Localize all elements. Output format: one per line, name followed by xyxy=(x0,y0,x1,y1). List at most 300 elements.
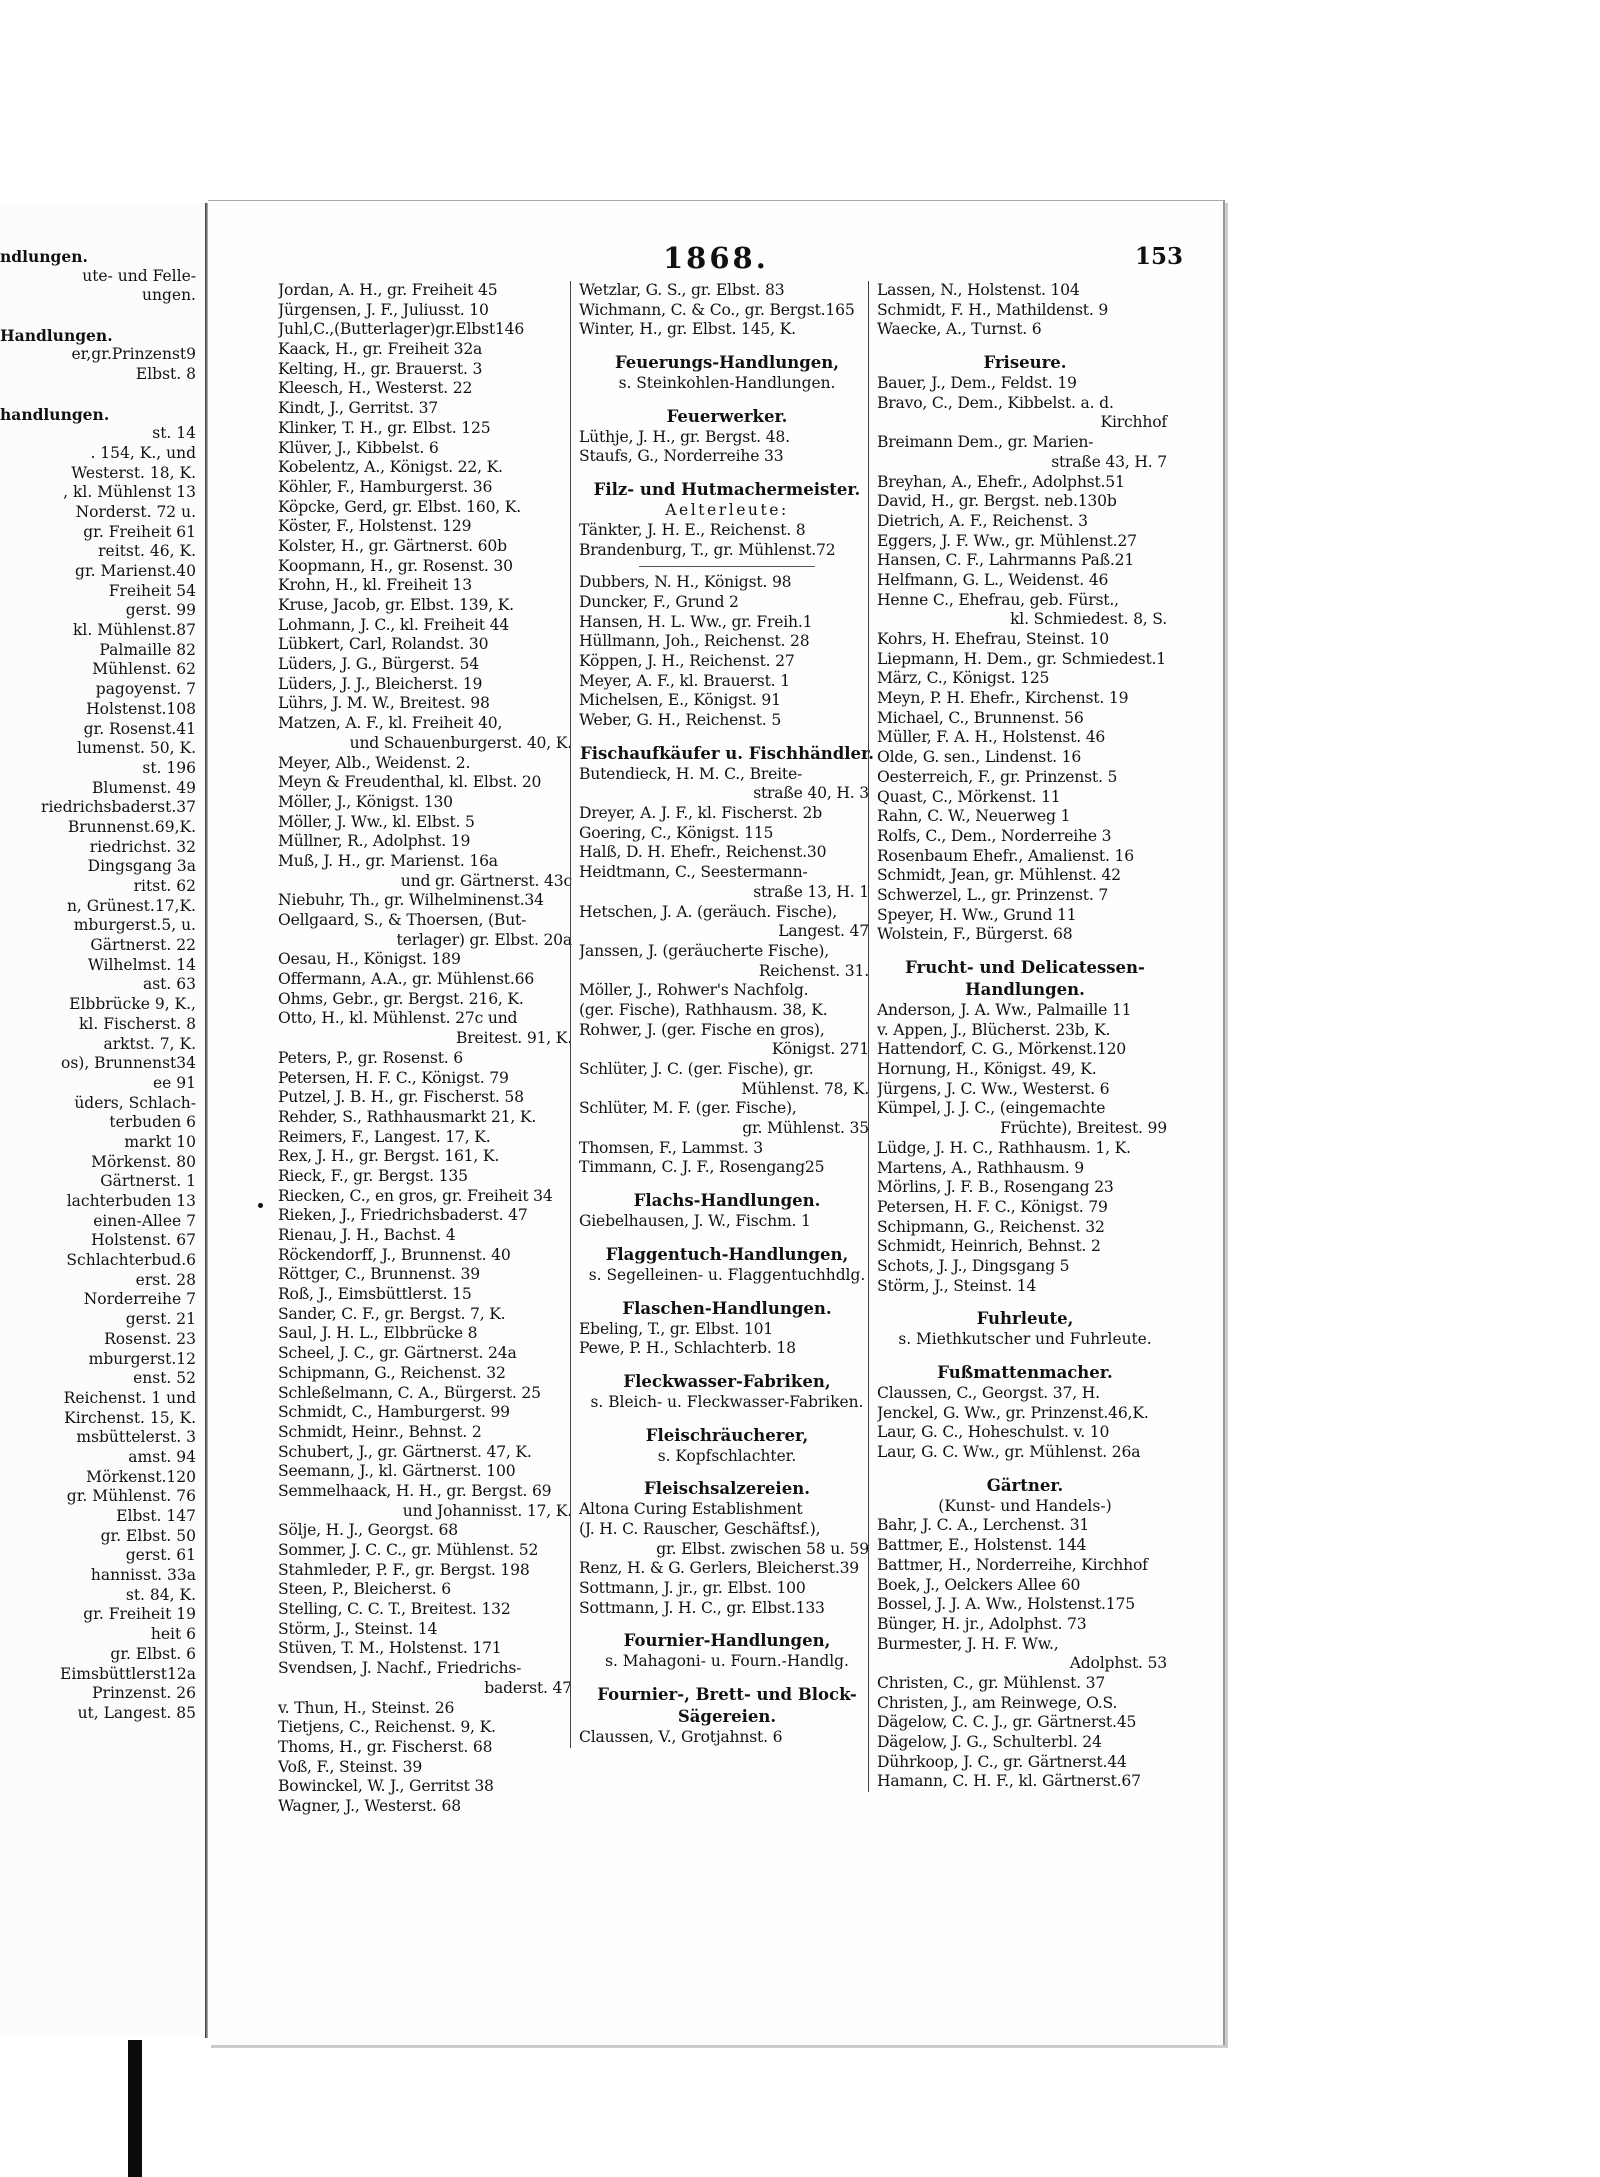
directory-entry: Stüven, T. M., Holstenst. 171 xyxy=(278,1639,502,1658)
directory-entry: Jürgensen, J. F., Juliusst. 10 xyxy=(278,300,489,319)
entry-fragment: gr. Elbst. 50 xyxy=(100,1526,196,1545)
directory-entry: Martens, A., Rathhausm. 9 xyxy=(877,1158,1085,1177)
entry-fragment: hannisst. 33a xyxy=(90,1566,196,1585)
directory-entry: Wetzlar, G. S., gr. Elbst. 83 xyxy=(579,281,785,299)
directory-entry: Dubbers, N. H., Königst. 98 xyxy=(579,573,792,592)
directory-entry: Battmer, E., Holstenst. 144 xyxy=(877,1536,1087,1555)
entry-fragment: Blumenst. 49 xyxy=(92,778,196,797)
directory-entry: Störm, J., Steinst. 14 xyxy=(877,1276,1037,1295)
entry-fragment: riedrichst. 32 xyxy=(89,837,196,856)
directory-entry: Schipmann, G., Reichenst. 32 xyxy=(278,1363,506,1382)
section-heading: Fournier-, Brett- und Block- xyxy=(597,1685,857,1705)
directory-entry: Schipmann, G., Reichenst. 32 xyxy=(877,1217,1105,1236)
directory-entry: Putzel, J. B. H., gr. Fischerst. 58 xyxy=(278,1088,524,1107)
directory-entry: Svendsen, J. Nachf., Friedrichs- xyxy=(278,1659,522,1678)
directory-entry: v. Appen, J., Blücherst. 23b, K. xyxy=(877,1020,1111,1039)
directory-entry: Lüthje, J. H., gr. Bergst. 48. xyxy=(579,427,790,446)
entry-continuation: Kirchhof xyxy=(1100,413,1167,432)
directory-entry: Schwerzel, L., gr. Prinzenst. 7 xyxy=(877,885,1109,904)
directory-entry: Möller, J. Ww., kl. Elbst. 5 xyxy=(278,812,475,831)
directory-entry: Jürgens, J. C. Ww., Westerst. 6 xyxy=(877,1079,1110,1098)
directory-entry: Dührkoop, J. C., gr. Gärtnerst.44 xyxy=(877,1752,1127,1771)
entry-continuation: straße 40, H. 3 xyxy=(753,784,869,803)
column-3 xyxy=(868,281,1173,1792)
entry-fragment: Holstenst. 67 xyxy=(91,1231,196,1250)
entry-fragment: Schlachterbud.6 xyxy=(66,1251,196,1270)
directory-entry: Schmidt, Jean, gr. Mühlenst. 42 xyxy=(877,866,1121,885)
directory-entry: Peters, P., gr. Rosenst. 6 xyxy=(278,1048,464,1067)
directory-entry: Breyhan, A., Ehefr., Adolphst.51 xyxy=(877,472,1125,491)
directory-entry: Claussen, V., Grotjahnst. 6 xyxy=(579,1728,783,1747)
cross-reference: s. Mahagoni- u. Fourn.-Handlg. xyxy=(605,1652,849,1671)
directory-entry: Steen, P., Bleicherst. 6 xyxy=(278,1580,451,1599)
directory-entry: Waecke, A., Turnst. 6 xyxy=(877,320,1042,339)
directory-entry: Schmidt, Heinr., Behnst. 2 xyxy=(278,1422,482,1441)
directory-entry: (J. H. C. Rauscher, Geschäftsf.), xyxy=(579,1519,821,1538)
entry-fragment: kl. Fischerst. 8 xyxy=(78,1014,196,1033)
cross-reference: s. Bleich- u. Fleckwasser-Fabriken. xyxy=(590,1392,864,1411)
directory-entry: Michael, C., Brunnenst. 56 xyxy=(877,708,1084,727)
column-1 xyxy=(278,281,578,1817)
directory-entry: Schlüter, M. F. (ger. Fische), xyxy=(579,1099,797,1118)
directory-entry: Michelsen, E., Königst. 91 xyxy=(579,691,781,710)
binding-strip xyxy=(128,2040,142,2177)
entry-fragment: lumenst. 50, K. xyxy=(77,739,196,758)
directory-entry: Lüders, J. G., Bürgerst. 54 xyxy=(278,655,479,674)
directory-entry: Rahn, C. W., Neuerweg 1 xyxy=(877,807,1071,826)
section-heading: Filz- und Hutmachermeister. xyxy=(593,480,861,500)
section-heading: Fleischräucherer, xyxy=(645,1425,809,1445)
entry-continuation: gr. Mühlenst. 35 xyxy=(742,1119,869,1138)
directory-entry: Sommer, J. C. C., gr. Mühlenst. 52 xyxy=(278,1541,539,1559)
directory-entry: Pewe, P. H., Schlachterb. 18 xyxy=(579,1339,796,1358)
entry-fragment: gr. Marienst.40 xyxy=(75,562,196,580)
directory-entry: Stelling, C. C. T., Breitest. 132 xyxy=(278,1600,511,1619)
directory-entry: Jenckel, G. Ww., gr. Prinzenst.46,K. xyxy=(877,1403,1149,1422)
directory-entry: Meyn & Freudenthal, kl. Elbst. 20 xyxy=(278,773,542,792)
directory-entry: Jordan, A. H., gr. Freiheit 45 xyxy=(278,281,498,299)
directory-entry: Winter, H., gr. Elbst. 145, K. xyxy=(579,320,796,339)
directory-entry: Staufs, G., Norderreihe 33 xyxy=(579,447,784,466)
directory-entry: Röckendorff, J., Brunnenst. 40 xyxy=(278,1245,511,1264)
entry-fragment: ee 91 xyxy=(153,1073,196,1092)
directory-entry: (ger. Fische), Rathhausm. 38, K. xyxy=(579,1000,828,1019)
directory-entry: Köster, F., Holstenst. 129 xyxy=(278,517,472,536)
section-heading: Fleischsalzereien. xyxy=(644,1479,810,1499)
section-heading-continuation: Handlungen. xyxy=(965,980,1085,999)
directory-entry: Bünger, H. jr., Adolphst. 73 xyxy=(877,1614,1087,1633)
directory-entry: Christen, J., am Reinwege, O.S. xyxy=(877,1693,1118,1712)
directory-entry: Anderson, J. A. Ww., Palmaille 11 xyxy=(877,1001,1132,1019)
entry-fragment: os), Brunnenst34 xyxy=(61,1054,196,1073)
subheading: (Kunst- und Handels-) xyxy=(938,1496,1112,1515)
directory-entry: Sölje, H. J., Georgst. 68 xyxy=(278,1521,458,1540)
entry-fragment: n, Grünest.17,K. xyxy=(66,896,196,915)
entry-fragment: Elbst. 8 xyxy=(135,365,196,384)
directory-entry: Müllner, R., Adolphst. 19 xyxy=(278,832,471,851)
running-head xyxy=(208,241,1223,281)
directory-entry: Janssen, J. (geräucherte Fische), xyxy=(579,941,829,960)
entry-continuation: kl. Schmiedest. 8, S. xyxy=(1010,610,1167,629)
directory-entry: Bahr, J. C. A., Lerchenst. 31 xyxy=(877,1516,1090,1535)
directory-entry: Kaack, H., gr. Freiheit 32a xyxy=(278,340,483,359)
entry-fragment: Norderst. 72 u. xyxy=(75,502,196,521)
directory-entry: Müller, F. A. H., Holstenst. 46 xyxy=(877,728,1106,747)
directory-entry: Lübkert, Carl, Rolandst. 30 xyxy=(278,635,489,654)
directory-entry: Butendieck, H. M. C., Breite- xyxy=(579,764,803,783)
entry-fragment: ute- und Felle- xyxy=(82,266,196,285)
section-heading: Flaggentuch-Handlungen, xyxy=(605,1244,849,1264)
entry-continuation: Mühlenst. 78, K. xyxy=(741,1079,869,1098)
entry-continuation: Früchte), Breitest. 99 xyxy=(1000,1119,1167,1138)
directory-entry: Dreyer, A. J. F., kl. Fischerst. 2b xyxy=(579,804,822,823)
entry-continuation: und Johannisst. 17, K. xyxy=(402,1501,572,1520)
directory-entry: Roß, J., Eimsbüttlerst. 15 xyxy=(278,1285,472,1304)
section-heading: Gärtner. xyxy=(986,1475,1064,1495)
entry-fragment: . 154, K., und xyxy=(90,443,196,462)
entry-fragment: Gärtnerst. 22 xyxy=(90,936,196,955)
directory-entry: Heidtmann, C., Seestermann- xyxy=(579,863,808,882)
cross-reference: s. Miethkutscher und Fuhrleute. xyxy=(898,1330,1152,1349)
page-year: 1868. xyxy=(663,241,769,275)
entry-fragment: Reichenst. 1 und xyxy=(63,1388,196,1407)
entry-fragment: Mühlenst. 62 xyxy=(92,660,196,679)
section-heading-fragment: ndlungen. xyxy=(0,247,88,266)
directory-entry: Laur, G. C. Ww., gr. Mühlenst. 26a xyxy=(877,1443,1141,1462)
directory-entry: Röttger, C., Brunnenst. 39 xyxy=(278,1265,480,1284)
directory-entry: Schleßelmann, C. A., Bürgerst. 25 xyxy=(278,1383,541,1402)
directory-entry: Liepmann, H. Dem., gr. Schmiedest.1 xyxy=(877,649,1166,668)
directory-entry: Rienau, J. H., Bachst. 4 xyxy=(278,1226,456,1244)
directory-entry: Burmester, J. H. F. Ww., xyxy=(877,1634,1059,1653)
directory-entry: Möller, J., Königst. 130 xyxy=(278,792,453,811)
directory-entry: Oesau, H., Königst. 189 xyxy=(278,950,461,969)
directory-entry: Lührs, J. M. W., Breitest. 98 xyxy=(278,694,490,713)
entry-fragment: st. 196 xyxy=(142,758,196,777)
entry-fragment: msbüttelerst. 3 xyxy=(76,1428,196,1447)
directory-entry: Speyer, H. Ww., Grund 11 xyxy=(877,905,1077,924)
directory-entry: Störm, J., Steinst. 14 xyxy=(278,1619,438,1638)
directory-entry: Rosenbaum Ehefr., Amalienst. 16 xyxy=(877,846,1134,865)
directory-entry: Dägelow, J. G., Schulterbl. 24 xyxy=(877,1733,1102,1751)
directory-entry: Oesterreich, F., gr. Prinzenst. 5 xyxy=(877,767,1118,786)
directory-entry: Hornung, H., Königst. 49, K. xyxy=(877,1060,1097,1079)
directory-entry: David, H., gr. Bergst. neb.130b xyxy=(877,492,1117,511)
directory-entry: Lüdge, J. H. C., Rathhausm. 1, K. xyxy=(877,1138,1131,1157)
entry-continuation: und Schauenburgerst. 40, K. xyxy=(349,733,572,752)
entry-continuation: und gr. Gärtnerst. 43c xyxy=(400,871,572,890)
entry-fragment: Mörkenst.120 xyxy=(86,1467,196,1486)
directory-entry: Koopmann, H., gr. Rosenst. 30 xyxy=(278,556,513,575)
directory-entry: Renz, H. & G. Gerlers, Bleicherst.39 xyxy=(579,1559,860,1578)
left-page-fragment xyxy=(0,203,208,2038)
directory-entry: Schubert, J., gr. Gärtnerst. 47, K. xyxy=(278,1442,532,1461)
directory-entry: Kindt, J., Gerritst. 37 xyxy=(278,399,439,418)
directory-entry: Saul, J. H. L., Elbbrücke 8 xyxy=(278,1324,478,1343)
entry-continuation: gr. Elbst. zwischen 58 u. 59 xyxy=(656,1539,869,1558)
directory-entry: Bossel, J. J. A. Ww., Holstenst.175 xyxy=(877,1595,1135,1614)
entry-fragment: erst. 28 xyxy=(135,1270,196,1289)
directory-entry: Schmidt, Heinrich, Behnst. 2 xyxy=(877,1237,1101,1256)
directory-entry: Offermann, A.A., gr. Mühlenst.66 xyxy=(278,970,535,989)
directory-entry: Thoms, H., gr. Fischerst. 68 xyxy=(278,1737,493,1756)
section-heading: Flaschen-Handlungen. xyxy=(622,1298,832,1318)
entry-fragment: Brunnenst.69,K. xyxy=(67,817,196,836)
subheading: Aelterleute: xyxy=(665,501,789,520)
section-heading-continuation: Sägereien. xyxy=(677,1707,777,1727)
directory-entry: Thomsen, F., Lammst. 3 xyxy=(579,1138,763,1157)
directory-entry: v. Thun, H., Steinst. 26 xyxy=(278,1698,455,1717)
directory-entry: Tänkter, J. H. E., Reichenst. 8 xyxy=(579,520,806,539)
directory-entry: Rieken, J., Friedrichsbaderst. 47 xyxy=(278,1206,528,1225)
directory-entry: Boek, J., Oelckers Allee 60 xyxy=(877,1575,1081,1594)
directory-entry: Helfmann, G. L., Weidenst. 46 xyxy=(877,570,1109,589)
directory-entry: Reimers, F., Langest. 17, K. xyxy=(278,1127,491,1146)
entry-fragment: riedrichsbaderst.37 xyxy=(41,798,196,817)
directory-entry: Voß, F., Steinst. 39 xyxy=(278,1757,423,1776)
entry-fragment: kl. Mühlenst.87 xyxy=(73,621,196,640)
directory-entry: Köhler, F., Hamburgerst. 36 xyxy=(278,477,493,496)
column-2 xyxy=(570,281,875,1748)
directory-entry: Hansen, H. L. Ww., gr. Freih.1 xyxy=(579,612,813,631)
entry-fragment: lachterbuden 13 xyxy=(66,1192,196,1210)
entry-continuation: Reichenst. 31. xyxy=(758,961,869,980)
directory-entry: Meyer, Alb., Weidenst. 2. xyxy=(278,753,471,772)
directory-entry: Meyer, A. F., kl. Brauerst. 1 xyxy=(579,671,790,690)
section-heading: Fußmattenmacher. xyxy=(937,1363,1113,1382)
section-heading: Fleckwasser-Fabriken, xyxy=(623,1371,831,1391)
directory-entry: Kobelentz, A., Königst. 22, K. xyxy=(278,458,503,477)
entry-fragment: Prinzenst. 26 xyxy=(92,1684,196,1703)
entry-continuation: Königst. 271 xyxy=(771,1040,869,1059)
entry-fragment: Gärtnerst. 1 xyxy=(100,1172,196,1191)
directory-entry: Lohmann, J. C., kl. Freiheit 44 xyxy=(278,615,510,634)
entry-fragment: er,gr.Prinzenst9 xyxy=(71,345,196,364)
entry-fragment: ut, Langest. 85 xyxy=(77,1703,196,1722)
directory-entry: Wagner, J., Westerst. 68 xyxy=(278,1796,461,1815)
section-heading: Feuerungs-Handlungen, xyxy=(614,353,839,373)
directory-entry: Muß, J. H., gr. Marienst. 16a xyxy=(278,851,498,870)
entry-fragment: üders, Schlach- xyxy=(74,1093,196,1112)
directory-entry: Hamann, C. H. F., kl. Gärtnerst.67 xyxy=(877,1772,1141,1791)
page-number: 153 xyxy=(1134,243,1183,270)
entry-continuation: terlager) gr. Elbst. 20a xyxy=(396,930,572,949)
entry-fragment: mburgerst.12 xyxy=(88,1349,196,1368)
directory-entry: Hansen, C. F., Lahrmanns Paß.21 xyxy=(877,551,1135,570)
entry-fragment: enst. 52 xyxy=(133,1369,196,1388)
directory-entry: Rieck, F., gr. Bergst. 135 xyxy=(278,1166,468,1185)
directory-entry: Sottmann, J. jr., gr. Elbst. 100 xyxy=(579,1579,806,1597)
directory-entry: Mörlins, J. F. B., Rosengang 23 xyxy=(877,1178,1114,1197)
entry-fragment: Westerst. 18, K. xyxy=(71,463,196,482)
directory-entry: Bravo, C., Dem., Kibbelst. a. d. xyxy=(877,393,1114,412)
directory-entry: Rohwer, J. (ger. Fische en gros), xyxy=(579,1020,825,1039)
directory-entry: Brandenburg, T., gr. Mühlenst.72 xyxy=(579,540,836,559)
directory-entry: Rolfs, C., Dem., Norderreihe 3 xyxy=(877,826,1112,845)
directory-entry: Stahmleder, P. F., gr. Bergst. 198 xyxy=(278,1560,530,1579)
entry-continuation: Langest. 47 xyxy=(778,922,869,941)
entry-fragment: ast. 63 xyxy=(142,975,196,994)
directory-entry: Niebuhr, Th., gr. Wilhelminenst.34 xyxy=(278,891,544,910)
entry-fragment: gr. Mühlenst. 76 xyxy=(66,1487,196,1506)
section-heading-fragment: handlungen. xyxy=(0,404,110,424)
directory-entry: Rehder, S., Rathhausmarkt 21, K. xyxy=(278,1107,537,1126)
directory-entry: Klinker, T. H., gr. Elbst. 125 xyxy=(278,418,491,437)
directory-entry: Kümpel, J. J. C., (eingemachte xyxy=(877,1099,1106,1118)
directory-entry: Kohrs, H. Ehefrau, Steinst. 10 xyxy=(877,630,1109,648)
entry-continuation: Adolphst. 53 xyxy=(1069,1654,1167,1673)
directory-entry: Hetschen, J. A. (geräuch. Fische), xyxy=(579,902,838,921)
entry-fragment: Elbbrücke 9, K., xyxy=(69,995,196,1014)
entry-fragment: amst. 94 xyxy=(128,1447,196,1466)
directory-page xyxy=(208,200,1225,2045)
directory-entry: Duncker, F., Grund 2 xyxy=(579,592,739,611)
entry-fragment xyxy=(0,385,200,405)
directory-entry: Schmidt, F. H., Mathildenst. 9 xyxy=(877,300,1109,319)
directory-entry: Schlüter, J. C. (ger. Fische), gr. xyxy=(579,1060,814,1078)
entry-fragment: ungen. xyxy=(142,286,196,305)
entry-fragment: gr. Rosenst.41 xyxy=(83,719,196,738)
directory-entry: Sander, C. F., gr. Bergst. 7, K. xyxy=(278,1304,506,1323)
entry-fragment: Palmaille 82 xyxy=(99,640,196,659)
section-heading: Fournier-Handlungen, xyxy=(623,1631,831,1651)
entry-fragment: heit 6 xyxy=(150,1625,196,1644)
entry-fragment: Rosenst. 23 xyxy=(104,1329,196,1348)
entry-fragment: st. 84, K. xyxy=(125,1585,196,1604)
directory-entry: Bowinckel, W. J., Gerritst 38 xyxy=(278,1777,494,1796)
directory-entry: Lassen, N., Holstenst. 104 xyxy=(877,281,1080,299)
entry-fragment: Eimsbüttlerst12a xyxy=(60,1664,196,1683)
directory-entry: Petersen, H. F. C., Königst. 79 xyxy=(877,1197,1108,1216)
directory-entry: Goering, C., Königst. 115 xyxy=(579,823,774,842)
entry-fragment: Wilhelmst. 14 xyxy=(87,955,196,974)
directory-entry: Matzen, A. F., kl. Freiheit 40, xyxy=(278,714,503,733)
directory-entry: Christen, C., gr. Mühlenst. 37 xyxy=(877,1673,1106,1692)
entry-continuation: straße 43, H. 7 xyxy=(1051,452,1167,471)
entry-fragment: reitst. 46, K. xyxy=(98,542,196,561)
directory-entry: Schots, J. J., Dingsgang 5 xyxy=(877,1256,1070,1275)
directory-entry: Klüver, J., Kibbelst. 6 xyxy=(278,438,439,457)
section-heading-fragment: Handlungen. xyxy=(0,325,113,345)
entry-fragment: gerst. 21 xyxy=(125,1310,196,1329)
entry-fragment: Kirchenst. 15, K. xyxy=(64,1408,196,1427)
directory-entry: März, C., Königst. 125 xyxy=(877,669,1050,688)
directory-entry: Kruse, Jacob, gr. Elbst. 139, K. xyxy=(278,596,514,614)
directory-entry: Tietjens, C., Reichenst. 9, K. xyxy=(278,1718,496,1737)
directory-entry: Bauer, J., Dem., Feldst. 19 xyxy=(877,374,1077,393)
directory-entry: Meyn, P. H. Ehefr., Kirchenst. 19 xyxy=(877,689,1129,708)
directory-entry: Kolster, H., gr. Gärtnerst. 60b xyxy=(278,536,507,555)
directory-entry: Timmann, C. J. F., Rosengang25 xyxy=(579,1158,825,1177)
directory-entry: Petersen, H. F. C., Königst. 79 xyxy=(278,1068,509,1087)
entry-fragment: Mörkenst. 80 xyxy=(91,1152,196,1171)
directory-entry: Breimann Dem., gr. Marien- xyxy=(877,433,1094,452)
directory-entry: Schmidt, C., Hamburgerst. 99 xyxy=(278,1403,510,1422)
directory-entry: Claussen, C., Georgst. 37, H. xyxy=(877,1384,1100,1402)
section-heading: Flachs-Handlungen. xyxy=(633,1191,821,1211)
directory-entry: Hattendorf, C. G., Mörkenst.120 xyxy=(877,1040,1127,1059)
directory-entry: Juhl,C.,(Butterlager)gr.Elbst146 xyxy=(278,320,525,339)
directory-entry: Köppen, J. H., Reichenst. 27 xyxy=(579,651,795,670)
entry-fragment: mburgerst.5, u. xyxy=(73,916,196,935)
entry-fragment: Holstenst.108 xyxy=(86,699,196,718)
entry-fragment: Freiheit 54 xyxy=(108,581,196,600)
directory-entry: Hüllmann, Joh., Reichenst. 28 xyxy=(579,632,810,651)
entry-fragment: Norderreihe 7 xyxy=(83,1290,196,1309)
entry-fragment: einen-Allee 7 xyxy=(93,1211,196,1230)
directory-entry: Altona Curing Establishment xyxy=(579,1500,803,1519)
directory-entry: Köpcke, Gerd, gr. Elbst. 160, K. xyxy=(278,497,522,516)
entry-fragment: , kl. Mühlenst 13 xyxy=(63,483,196,502)
directory-entry: Semmelhaack, H. H., gr. Bergst. 69 xyxy=(278,1481,552,1500)
directory-entry: Krohn, H., kl. Freiheit 13 xyxy=(278,576,472,595)
entry-fragment xyxy=(0,306,200,326)
directory-entry: Ebeling, T., gr. Elbst. 101 xyxy=(579,1319,774,1338)
directory-entry: Otto, H., kl. Mühlenst. 27c und xyxy=(278,1009,518,1028)
section-heading: Fischaufkäufer u. Fischhändler. xyxy=(580,743,874,763)
entry-continuation: straße 13, H. 1 xyxy=(753,882,869,901)
cross-reference: s. Kopfschlachter. xyxy=(657,1446,797,1465)
entry-fragment: terbuden 6 xyxy=(109,1113,196,1132)
directory-entry: Oellgaard, S., & Thoersen, (But- xyxy=(278,911,527,929)
directory-entry: Scheel, J. C., gr. Gärtnerst. 24a xyxy=(278,1344,517,1363)
directory-entry: Wichmann, C. & Co., gr. Bergst.165 xyxy=(579,300,855,319)
directory-entry: Olde, G. sen., Lindenst. 16 xyxy=(877,748,1082,767)
divider xyxy=(639,566,815,567)
cross-reference: s. Segelleinen- u. Flaggentuchhdlg. xyxy=(588,1265,866,1284)
section-heading: Feuerwerker. xyxy=(666,406,788,426)
directory-entry: Sottmann, J. H. C., gr. Elbst.133 xyxy=(579,1598,825,1617)
section-heading: Frucht- und Delicatessen- xyxy=(905,958,1145,977)
entry-fragment: pagoyenst. 7 xyxy=(95,680,196,699)
directory-entry: Möller, J., Rohwer's Nachfolg. xyxy=(579,981,809,1000)
margin-mark xyxy=(258,1203,263,1208)
left-page-column xyxy=(0,247,200,1724)
directory-entry: Eggers, J. F. Ww., gr. Mühlenst.27 xyxy=(877,531,1137,550)
directory-entry: Giebelhausen, J. W., Fischm. 1 xyxy=(579,1212,811,1231)
directory-entry: Dägelow, C. C. J., gr. Gärtnerst.45 xyxy=(877,1713,1137,1732)
directory-entry: Riecken, C., en gros, gr. Freiheit 34 xyxy=(278,1186,553,1205)
directory-entry: Quast, C., Mörkenst. 11 xyxy=(877,787,1061,806)
entry-fragment: gr. Freiheit 19 xyxy=(83,1605,196,1624)
entry-fragment: gerst. 61 xyxy=(125,1546,196,1565)
directory-entry: Wolstein, F., Bürgerst. 68 xyxy=(877,925,1073,944)
entry-fragment: Dingsgang 3a xyxy=(87,857,196,876)
directory-entry: Seemann, J., kl. Gärtnerst. 100 xyxy=(278,1462,516,1481)
entry-fragment: arktst. 7, K. xyxy=(103,1034,196,1053)
entry-fragment: gerst. 99 xyxy=(125,601,196,620)
entry-continuation: Breitest. 91, K. xyxy=(456,1029,572,1048)
entry-continuation: baderst. 47 xyxy=(484,1678,572,1697)
directory-entry: Rex, J. H., gr. Bergst. 161, K. xyxy=(278,1147,500,1166)
directory-entry: Kelting, H., gr. Brauerst. 3 xyxy=(278,359,483,378)
directory-entry: Weber, G. H., Reichenst. 5 xyxy=(579,711,782,729)
section-heading: Friseure. xyxy=(983,353,1067,373)
entry-fragment: markt 10 xyxy=(124,1132,196,1151)
section-heading: Fuhrleute, xyxy=(976,1309,1074,1329)
directory-entry: Lüders, J. J., Bleicherst. 19 xyxy=(278,674,483,693)
directory-entry: Henne C., Ehefrau, geb. Fürst., xyxy=(877,590,1119,609)
cross-reference: s. Steinkohlen-Handlungen. xyxy=(618,374,836,393)
directory-entry: Dietrich, A. F., Reichenst. 3 xyxy=(877,511,1088,530)
directory-entry: Halß, D. H. Ehefr., Reichenst.30 xyxy=(579,843,827,862)
entry-fragment: gr. Elbst. 6 xyxy=(110,1644,196,1663)
directory-entry: Ohms, Gebr., gr. Bergst. 216, K. xyxy=(278,989,524,1008)
directory-entry: Kleesch, H., Westerst. 22 xyxy=(278,379,473,398)
directory-entry: Battmer, H., Norderreihe, Kirchhof xyxy=(877,1555,1148,1574)
entry-fragment: ritst. 62 xyxy=(133,877,196,895)
directory-entry: Laur, G. C., Hoheschulst. v. 10 xyxy=(877,1423,1110,1442)
